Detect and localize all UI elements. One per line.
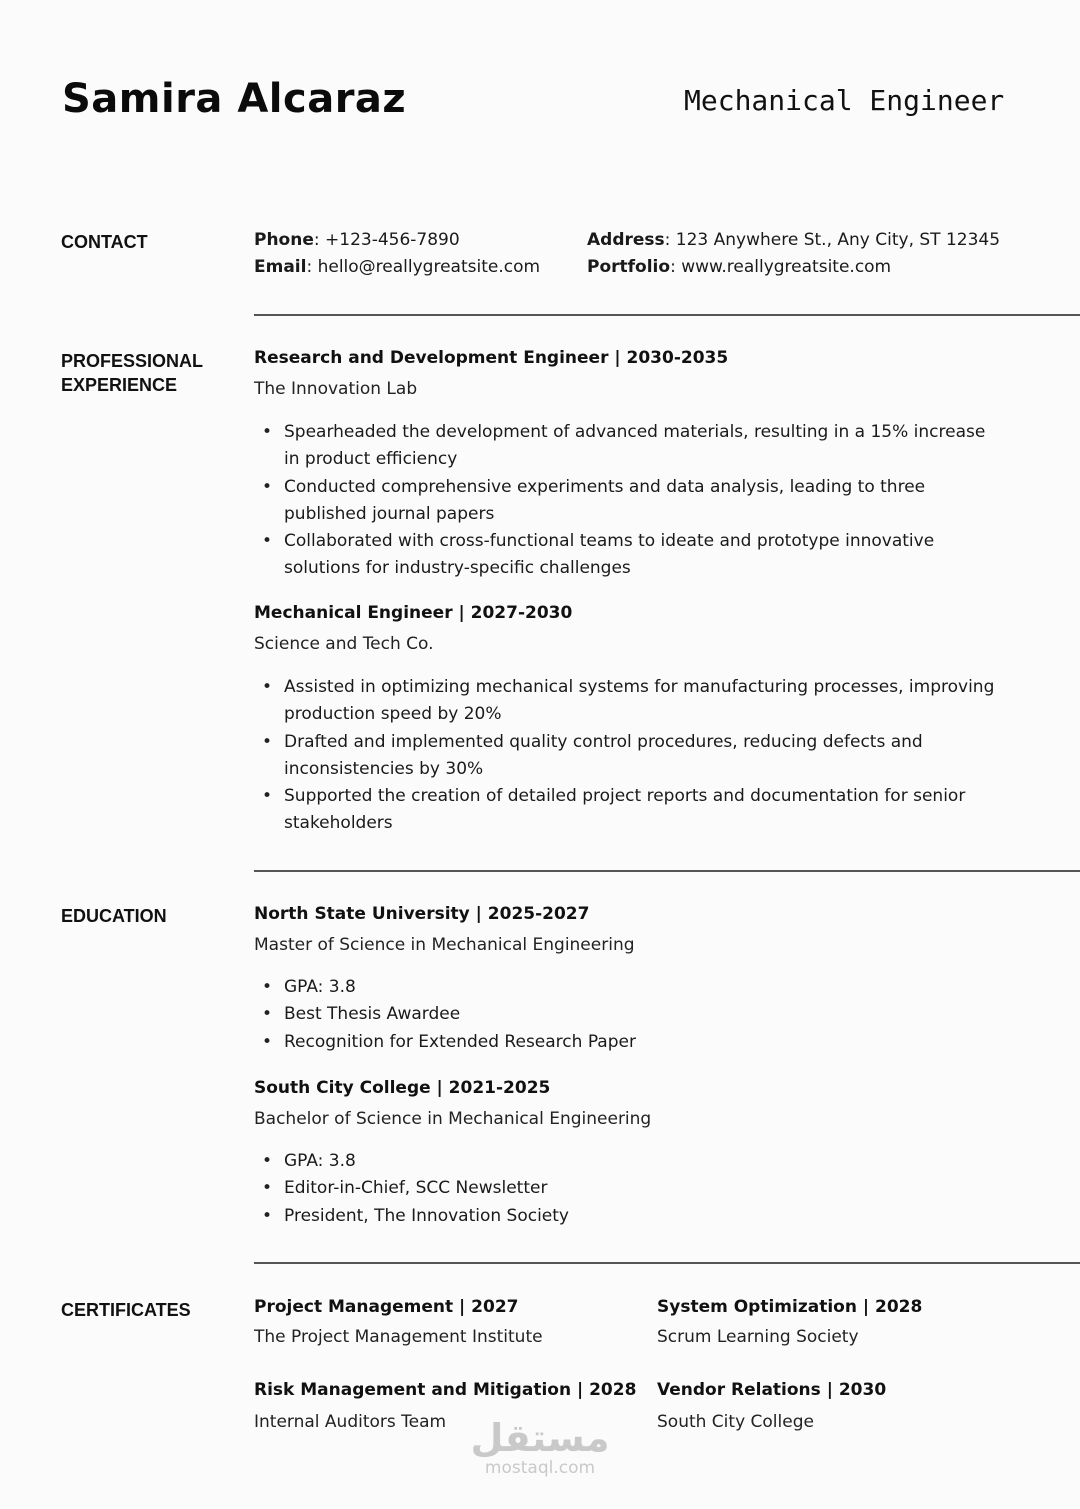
certificate-issuer: Internal Auditors Team [254, 1412, 447, 1432]
job-title: Mechanical Engineer | 2027-2030 [254, 603, 573, 623]
portfolio-label: Portfolio [587, 257, 671, 277]
portfolio-value: www.reallygreatsite.com [681, 257, 892, 277]
job-role: Mechanical Engineer [684, 84, 1005, 117]
contact-section-label: CONTACT [61, 232, 148, 252]
phone-value: +123-456-7890 [325, 230, 460, 250]
job-bullets [284, 674, 1004, 838]
email-value: hello@reallygreatsite.com [317, 257, 541, 277]
job-company: Science and Tech Co. [254, 634, 434, 654]
list-item: • GPA: 3.8 [284, 974, 1004, 1001]
list-item: • GPA: 3.8 [284, 1148, 1004, 1175]
certificate-issuer: Scrum Learning Society [657, 1327, 859, 1347]
school-title: South City College | 2021-2025 [254, 1078, 551, 1098]
list-item: • Recognition for Extended Research Paper [284, 1029, 1004, 1056]
list-item: • Conducted comprehensive experiments and data analysis, leading to three published journal papers [284, 474, 1004, 529]
list-item: • Editor-in-Chief, SCC Newsletter [284, 1175, 1004, 1202]
school-degree: Master of Science in Mechanical Engineering [254, 935, 635, 955]
certificates-section-label: CERTIFICATES [61, 1300, 191, 1320]
experience-label-line1: PROFESSIONAL [61, 351, 204, 371]
school-degree: Bachelor of Science in Mechanical Engineering [254, 1109, 652, 1129]
contact-address: Address: 123 Anywhere St., Any City, ST 12345 [587, 230, 1001, 250]
job-bullets [284, 419, 1004, 583]
certificate-title: Risk Management and Mitigation | 2028 [254, 1380, 637, 1400]
school-bullets [284, 1148, 1004, 1230]
watermark-latin: mostaql.com [484, 1458, 596, 1478]
certificate-issuer: The Project Management Institute [254, 1327, 543, 1347]
contact-portfolio: Portfolio: www.reallygreatsite.com [587, 257, 892, 277]
certificate-title: Vendor Relations | 2030 [657, 1380, 887, 1400]
section-divider [254, 870, 1080, 872]
school-bullets [284, 974, 1004, 1056]
list-item: • Supported the creation of detailed project reports and documentation for senior stakeholders [284, 783, 1004, 838]
list-item: • Drafted and implemented quality control procedures, reducing defects and inconsistencies by 30% [284, 729, 1004, 784]
job-title: Research and Development Engineer | 2030-2035 [254, 348, 729, 368]
phone-label: Phone [254, 230, 314, 250]
experience-label-line2: EXPERIENCE [61, 375, 178, 395]
list-item: • Best Thesis Awardee [284, 1001, 1004, 1028]
contact-phone: Phone: +123-456-7890 [254, 230, 460, 250]
watermark-arabic: مستقل [470, 1416, 610, 1460]
section-divider [254, 1262, 1080, 1264]
list-item: • Spearheaded the development of advanced materials, resulting in a 15% increase in product efficiency [284, 419, 1004, 474]
education-section-label: EDUCATION [61, 906, 167, 926]
section-divider [254, 314, 1080, 316]
list-item: • Collaborated with cross-functional teams to ideate and prototype innovative solutions for industry-specific challenges [284, 528, 1004, 583]
email-label: Email [254, 257, 307, 277]
certificate-issuer: South City College [657, 1412, 814, 1432]
mostaql-watermark [470, 1418, 610, 1478]
address-label: Address [587, 230, 665, 250]
list-item: • President, The Innovation Society [284, 1203, 1004, 1230]
address-value: 123 Anywhere St., Any City, ST 12345 [675, 230, 1001, 250]
school-title: North State University | 2025-2027 [254, 904, 590, 924]
contact-email: Email: hello@reallygreatsite.com [254, 257, 541, 277]
experience-section-label [61, 349, 203, 397]
certificate-title: Project Management | 2027 [254, 1297, 519, 1317]
candidate-name: Samira Alcaraz [62, 76, 407, 122]
certificate-title: System Optimization | 2028 [657, 1297, 923, 1317]
job-company: The Innovation Lab [254, 379, 418, 399]
list-item: • Assisted in optimizing mechanical systems for manufacturing processes, improving production speed by 20% [284, 674, 1004, 729]
